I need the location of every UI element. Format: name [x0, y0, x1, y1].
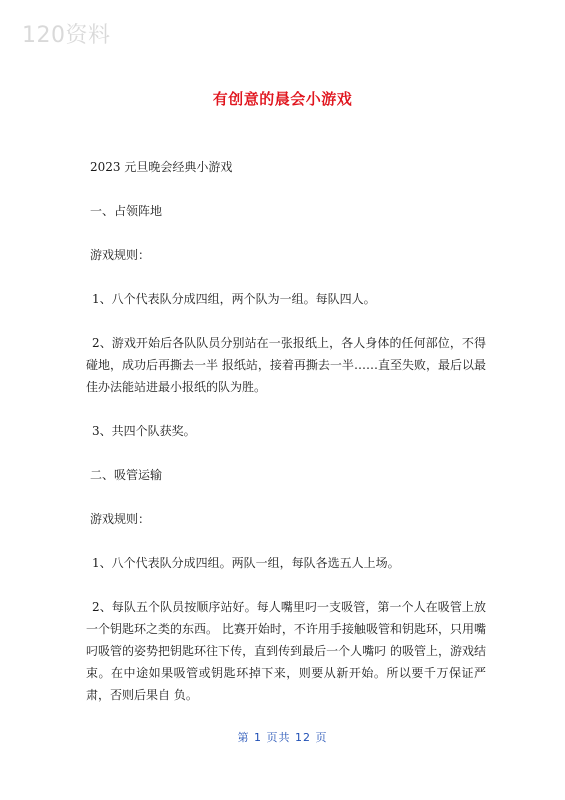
- rule-item-1-3: 3、共四个队获奖。: [92, 424, 196, 438]
- page-footer: 第 1 页共 12 页: [237, 731, 328, 744]
- rule-item-1-1: 1、八个代表队分成四组，两个队为一组。每队四人。: [92, 292, 376, 306]
- document-title: 有创意的晨会小游戏: [212, 90, 353, 108]
- watermark: 120资料: [22, 23, 111, 48]
- rules-label-1: 游戏规则：: [90, 248, 151, 262]
- section-heading-2: 二、吸管运输: [90, 468, 163, 482]
- rule-item-1-2: 2、游戏开始后各队队员分别站在一张报纸上，各人身体的任何部位，不得碰地，成功后再撕去一半 报纸站，接着再撕去一半……直至失败，最后以最佳办法能站进最小报纸的队为胜。: [86, 336, 486, 394]
- document-body: [86, 156, 486, 728]
- subtitle: 2023 元旦晚会经典小游戏: [90, 160, 233, 174]
- rule-item-2-1: 1、八个代表队分成四组。两队一组，每队各选五人上场。: [92, 556, 400, 570]
- rule-item-2-2: 2、每队五个队员按顺序站好。每人嘴里叼一支吸管，第一个人在吸管上放一个钥匙环之类的东西。 比赛开始时，不许用手接触吸管和钥匙环，只用嘴叼吸管的姿势把钥匙环往下传，直到传到最后一个人嘴叼 的吸管上，游戏结束。在中途如果吸管或钥匙环掉下来，则要从新开始。所以要千万保证严肃，否则后果自 负。: [86, 600, 486, 702]
- section-heading-1: 一、占领阵地: [90, 204, 163, 218]
- rules-label-2: 游戏规则：: [90, 512, 151, 526]
